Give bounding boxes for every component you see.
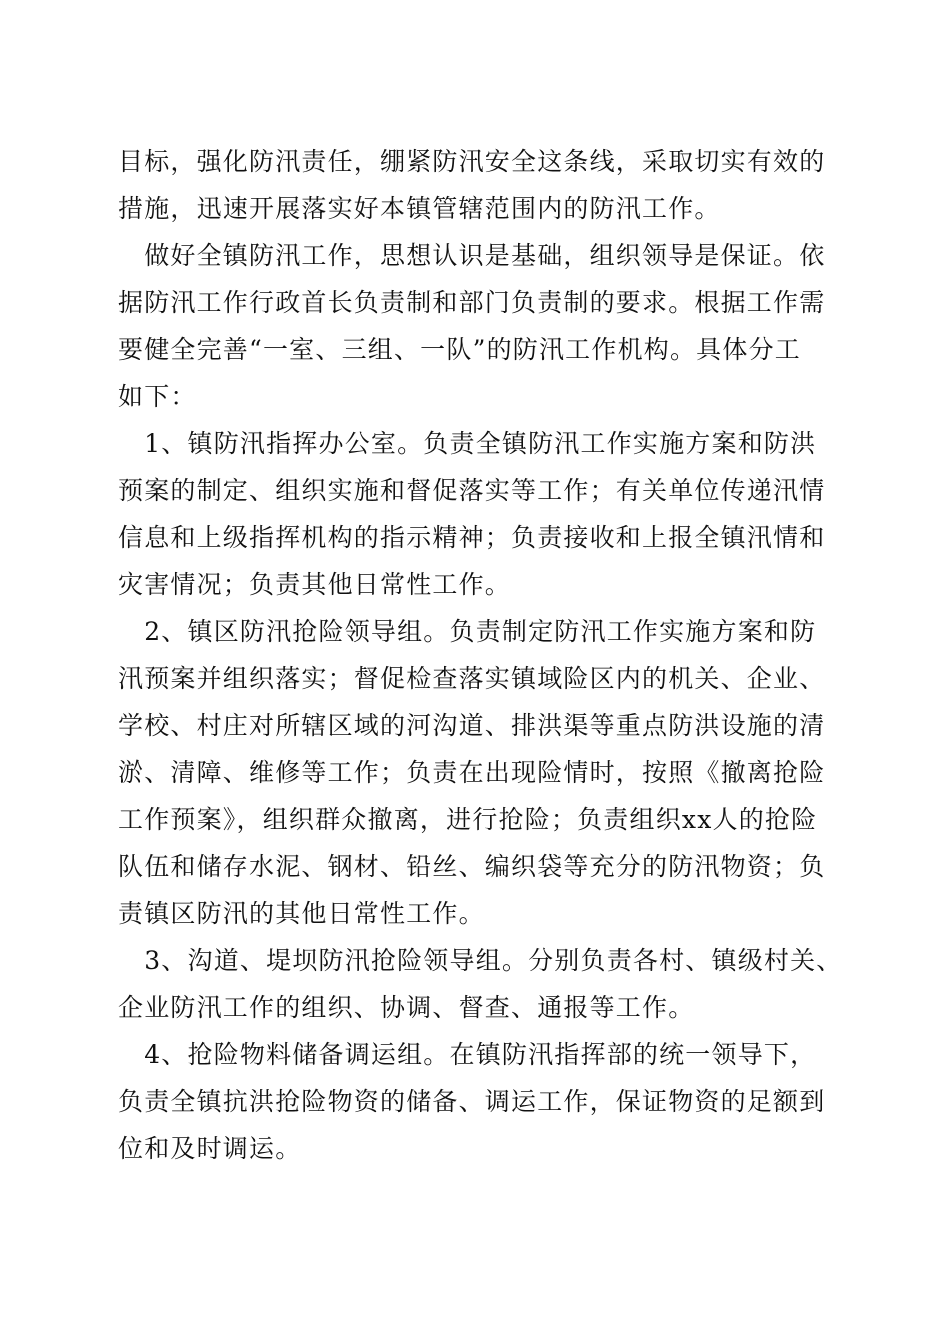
text-line-6: 如下： [118,382,197,411]
text-line-15: 工作预案》，组织群众撤离，进行抢险；负责组织xx人的抢险 [118,805,818,834]
text-line-3: 做好全镇防汛工作，思想认识是基础，组织领导是保证。依 [118,241,826,270]
text-line-16: 队伍和储存水泥、钢材、铅丝、编织袋等充分的防汛物资；负 [118,852,826,881]
text-line-7: 1、镇防汛指挥办公室。负责全镇防汛工作实施方案和防洪 [118,429,817,458]
text-line-4: 据防汛工作行政首长负责制和部门负责制的要求。根据工作需 [118,288,826,317]
text-line-20: 4、抢险物料储备调运组。在镇防汛指挥部的统一领导下， [118,1040,817,1069]
text-line-18: 3、沟道、堤坝防汛抢险领导组。分别负责各村、镇级村关、 [118,946,843,975]
text-line-17: 责镇区防汛的其他日常性工作。 [118,899,485,928]
text-line-9: 信息和上级指挥机构的指示精神；负责接收和上报全镇汛情和 [118,523,826,552]
text-line-22: 位和及时调运。 [118,1134,302,1163]
text-line-21: 负责全镇抗洪抢险物资的储备、调运工作，保证物资的足额到 [118,1087,826,1116]
text-line-2: 措施，迅速开展落实好本镇管辖范围内的防汛工作。 [118,194,721,223]
text-line-5: 要健全完善“一室、三组、一队”的防汛工作机构。具体分工 [118,335,801,364]
text-line-14: 淤、清障、维修等工作；负责在出现险情时，按照《撤离抢险 [118,758,826,787]
text-line-19: 企业防汛工作的组织、协调、督查、通报等工作。 [118,993,695,1022]
text-line-10: 灾害情况；负责其他日常性工作。 [118,570,512,599]
text-line-13: 学校、村庄对所辖区域的河沟道、排洪渠等重点防洪设施的清 [118,711,826,740]
text-line-12: 汛预案并组织落实；督促检查落实镇域险区内的机关、企业、 [118,664,826,693]
text-line-8: 预案的制定、组织实施和督促落实等工作；有关单位传递汛情 [118,476,826,505]
document-page [118,138,843,1172]
text-line-1: 目标，强化防汛责任，绷紧防汛安全这条线，采取切实有效的 [118,147,826,176]
text-line-11: 2、镇区防汛抢险领导组。负责制定防汛工作实施方案和防 [118,617,817,646]
